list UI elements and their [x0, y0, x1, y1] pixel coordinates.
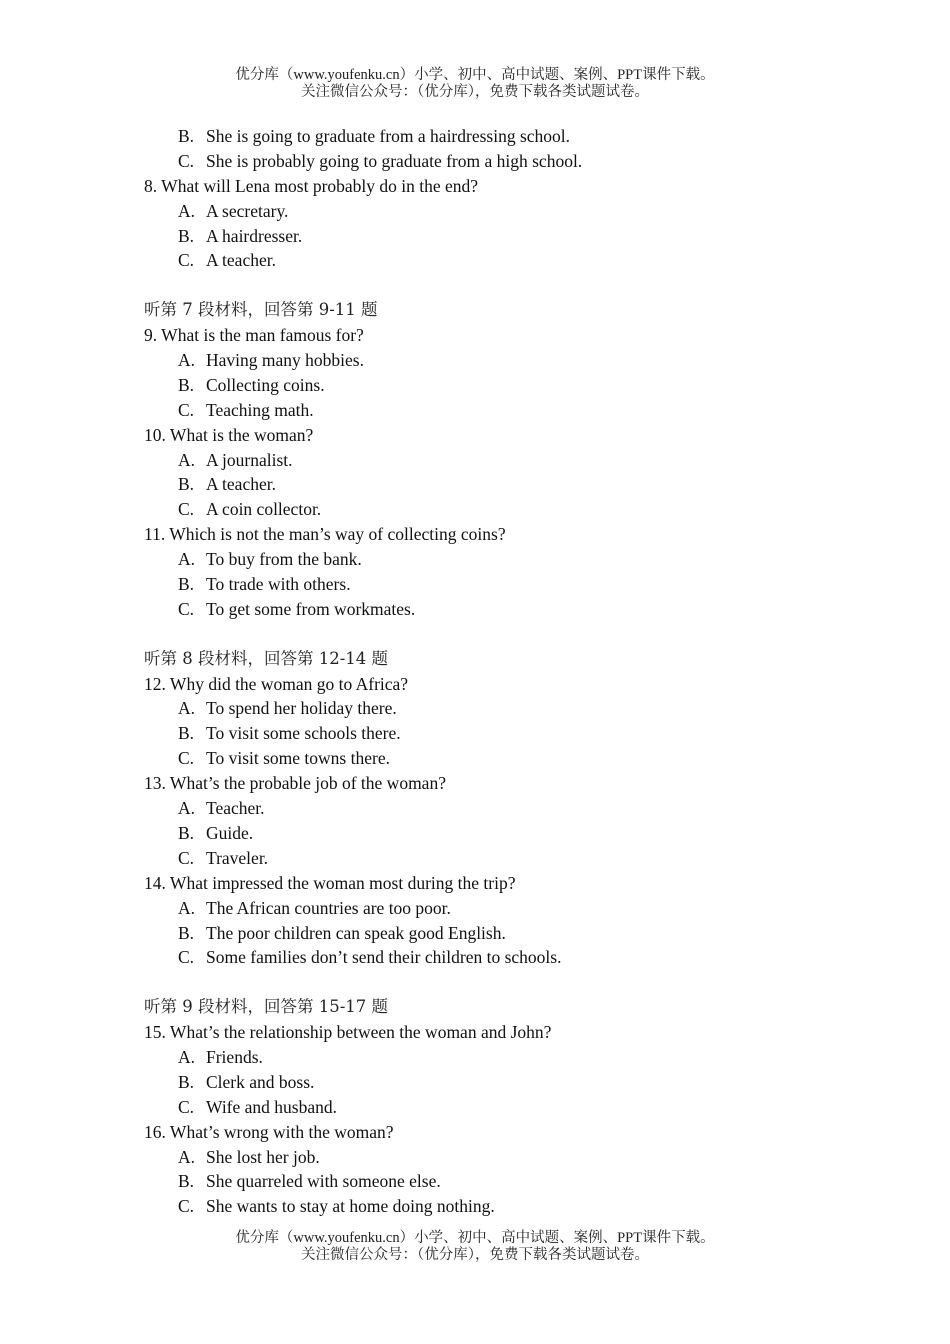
option-text: To trade with others.	[206, 574, 351, 595]
option-letter: A.	[178, 1146, 196, 1167]
q15-option-b	[144, 1070, 864, 1095]
q11-option-a	[144, 547, 864, 572]
option-text: Having many hobbies.	[206, 350, 364, 371]
q14-question: 14. What impressed the woman most during the trip?	[144, 872, 516, 893]
option-letter: C.	[178, 1096, 195, 1117]
option-text: Some families don’t send their children to schools.	[206, 947, 562, 968]
option-letter: B.	[178, 574, 195, 595]
option-letter: C.	[178, 150, 195, 171]
option-letter: B.	[178, 474, 195, 495]
q14-option-c	[144, 945, 864, 970]
q10-option-b	[144, 472, 864, 497]
option-text: Teacher.	[206, 798, 265, 819]
option-letter: C.	[178, 748, 195, 769]
q15-question: 15. What’s the relationship between the woman and John?	[144, 1022, 552, 1043]
q15-option-c	[144, 1095, 864, 1120]
option-letter: B.	[178, 822, 195, 843]
q12-option-c	[144, 746, 864, 771]
option-letter: C.	[178, 598, 195, 619]
option-text: She wants to stay at home doing nothing.	[206, 1196, 495, 1217]
option-text: To visit some towns there.	[206, 748, 390, 769]
page-footer	[0, 1230, 950, 1264]
header-line-2: 关注微信公众号：（优分库），免费下载各类试题试卷。	[301, 84, 649, 100]
q11-question: 11. Which is not the man’s way of collecting coins?	[144, 524, 506, 545]
option-text: Friends.	[206, 1046, 263, 1067]
q10-option-c	[144, 497, 864, 522]
q13-option-c	[144, 846, 864, 871]
option-letter: C.	[178, 847, 195, 868]
option-letter: C.	[178, 1196, 195, 1217]
exam-content	[144, 124, 864, 1219]
q16-option-b	[144, 1169, 864, 1194]
option-text: A teacher.	[206, 474, 276, 495]
q12-question: 12. Why did the woman go to Africa?	[144, 673, 409, 694]
q10-option-a	[144, 448, 864, 473]
q9-option-a	[144, 348, 864, 373]
option-letter: B.	[178, 225, 195, 246]
option-text: To spend her holiday there.	[206, 698, 397, 719]
q8-option-a	[144, 199, 864, 224]
option-letter: C.	[178, 499, 195, 520]
q14-option-b	[144, 921, 864, 946]
option-letter: B.	[178, 126, 195, 146]
option-letter: A.	[178, 350, 196, 371]
q8-option-c	[144, 248, 864, 273]
option-text: Guide.	[206, 822, 254, 843]
q13-question: 13. What’s the probable job of the woman?	[144, 773, 446, 794]
section-7-heading: 听第 7 段材料，回答第 9-11 题	[144, 300, 378, 320]
option-text: Teaching math.	[206, 399, 314, 420]
q16-question: 16. What’s wrong with the woman?	[144, 1121, 394, 1142]
option-letter: B.	[178, 1171, 195, 1192]
q8-option-b	[144, 224, 864, 249]
option-text: A coin collector.	[206, 499, 322, 520]
page-header	[0, 67, 950, 101]
q13-option-a	[144, 796, 864, 821]
header-line-1: 优分库（www.youfenku.cn）小学、初中、高中试题、案例、PPT课件下载。	[235, 67, 715, 83]
option-letter: C.	[178, 947, 195, 968]
option-letter: A.	[178, 549, 196, 570]
option-text: A hairdresser.	[206, 225, 303, 246]
option-text: She is going to graduate from a hairdressing school.	[206, 126, 571, 146]
option-letter: B.	[178, 723, 195, 744]
option-text: A journalist.	[206, 449, 293, 470]
option-letter: A.	[178, 897, 196, 918]
option-text: Collecting coins.	[206, 374, 325, 395]
q14-option-a	[144, 896, 864, 921]
option-letter: B.	[178, 374, 195, 395]
option-letter: A.	[178, 449, 196, 470]
q8-question: 8. What will Lena most probably do in the end?	[144, 175, 479, 196]
option-text: The poor children can speak good English.	[206, 922, 506, 943]
q9-option-b	[144, 373, 864, 398]
section-9-heading: 听第 9 段材料，回答第 15-17 题	[144, 997, 389, 1017]
q15-option-a	[144, 1045, 864, 1070]
q10-question: 10. What is the woman?	[144, 424, 314, 445]
option-text: Wife and husband.	[206, 1096, 337, 1117]
footer-line-2: 关注微信公众号：（优分库），免费下载各类试题试卷。	[301, 1247, 649, 1263]
option-letter: C.	[178, 399, 195, 420]
q12-option-a	[144, 696, 864, 721]
option-text: Traveler.	[206, 847, 269, 868]
option-text: Clerk and boss.	[206, 1071, 315, 1092]
q16-option-c	[144, 1194, 864, 1219]
option-letter: B.	[178, 1071, 195, 1092]
q16-option-a	[144, 1145, 864, 1170]
option-letter: A.	[178, 200, 196, 221]
option-text: A teacher.	[206, 250, 276, 271]
option-text: To buy from the bank.	[206, 549, 362, 570]
option-letter: A.	[178, 1046, 196, 1067]
option-letter: A.	[178, 798, 196, 819]
option-text: She quarreled with someone else.	[206, 1171, 441, 1192]
q13-option-b	[144, 821, 864, 846]
q9-question: 9. What is the man famous for?	[144, 325, 364, 346]
q12-option-b	[144, 721, 864, 746]
q11-option-b	[144, 572, 864, 597]
option-letter: B.	[178, 922, 195, 943]
option-text: To visit some schools there.	[206, 723, 401, 744]
footer-line-1: 优分库（www.youfenku.cn）小学、初中、高中试题、案例、PPT课件下载。	[235, 1230, 715, 1246]
option-text: A secretary.	[206, 200, 289, 221]
q9-option-c	[144, 398, 864, 423]
option-text: To get some from workmates.	[206, 598, 416, 619]
option-text: The African countries are too poor.	[206, 897, 451, 918]
option-letter: C.	[178, 250, 195, 271]
option-text: She lost her job.	[206, 1146, 320, 1167]
option-letter: A.	[178, 698, 196, 719]
q7-option-c	[144, 149, 864, 174]
section-8-heading: 听第 8 段材料，回答第 12-14 题	[144, 648, 389, 668]
q7-option-b	[144, 124, 864, 149]
q11-option-c	[144, 597, 864, 622]
option-text: She is probably going to graduate from a high school.	[206, 150, 583, 171]
